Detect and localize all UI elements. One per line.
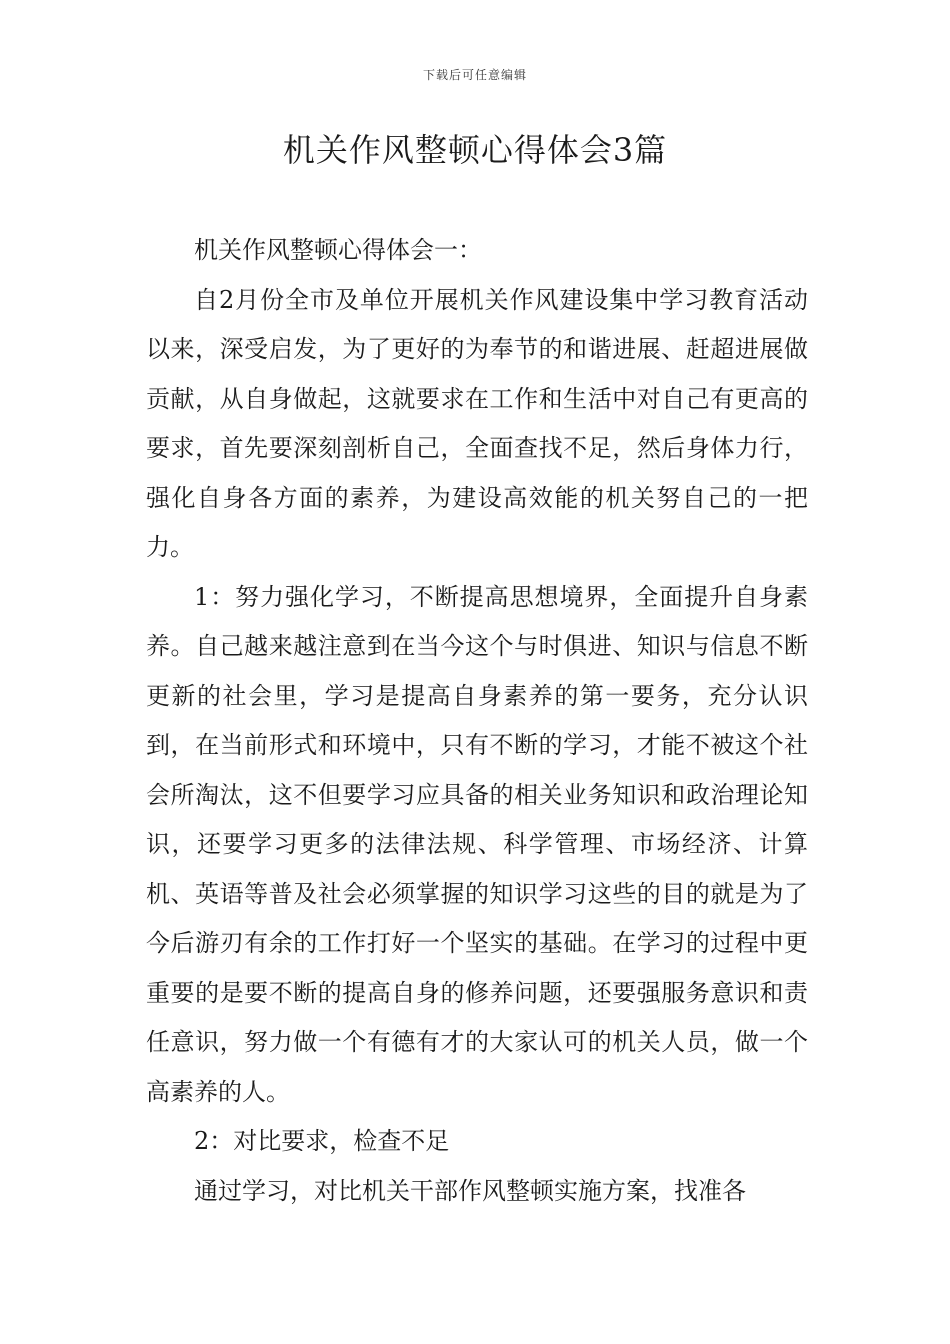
document-body (146, 226, 808, 1216)
header-note: 下载后可任意编辑 (422, 68, 527, 82)
body-paragraph: 通过学习，对比机关干部作风整顿实施方案，找准各 (194, 1176, 746, 1205)
body-paragraph: 1：努力强化学习，不断提高思想境界，全面提升自身素养。自己越来越注意到在当今这个与时俱进、知识与信息不断更新的社会里，学习是提高自身素养的第一要务，充分认识到，在当前形式和环境中，只有不断的学习，才能不被这个社会所淘汰，这不但要学习应具备的相关业务知识和政治理论知识，还要学习更多的法律法规、科学管理、市场经济、计算机、英语等普及社会必须掌握的知识学习这些的目的就是为了今后游刃有余的工作打好一个坚实的基础。在学习的过程中更重要的是要不断的提高自身的修养问题，还要强服务意识和责任意识，努力做一个有德有才的大家认可的机关人员，做一个高素养的人。 (146, 582, 808, 1106)
section-heading-one: 机关作风整顿心得体会一： (194, 236, 482, 264)
document-title: 机关作风整顿心得体会3篇 (282, 131, 668, 169)
body-paragraph: 自2月份全市及单位开展机关作风建设集中学习教育活动以来，深受启发，为了更好的为奉节的和谐进展、赶超进展做贡献，从自身做起，这就要求在工作和生活中对自己有更高的要求，首先要深刻剖析自己，全面查找不足，然后身体力行，强化自身各方面的素养，为建设高效能的机关努自己的一把力。 (146, 285, 808, 561)
body-paragraph: 2：对比要求，检查不足 (194, 1127, 450, 1155)
